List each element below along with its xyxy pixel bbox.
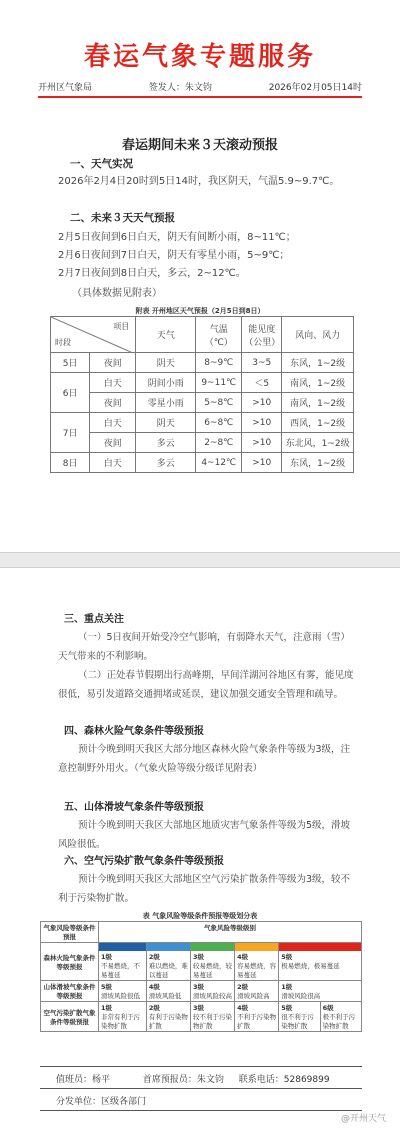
level-name: 3级 [192,1004,205,1012]
forecast-table-caption: 附表 开州地区天气预报（2月5日到8日） [135,307,265,315]
level-name: 3级 [192,953,205,961]
row-temp: 6~8℃ [196,413,242,433]
section-5-heading: 五、山体滑坡气象条件等级预报 [64,802,204,813]
level-color-bar [235,943,278,951]
section-5-text: 预计今晚到明天我区大部地区地质灾害气象条件等级为5级，滑坡风险很低。 [58,820,351,850]
row-weather: 阴间小雨 [136,373,196,393]
level-desc: 不易燃烧，不易蔓延 [101,962,140,979]
fire-level-2 [146,943,190,981]
section-3-heading: 三、重点关注 [64,614,124,625]
row-temp: 2~8℃ [196,433,242,453]
page-separator [0,552,400,568]
air-level-4 [235,1002,279,1032]
watermark: @开州天气 [340,1114,386,1124]
fire-level-1 [99,943,147,981]
slide-level-5 [99,981,147,1002]
level-name: 1级 [281,983,293,991]
level-name: 2级 [148,953,160,961]
header-item: 项目 [113,322,130,331]
level-desc: 有利于污染物扩散 [148,1013,188,1030]
row-weather: 零星小雨 [136,393,196,413]
slide-level-4 [146,981,190,1002]
level-desc: 滑坡风险低 [148,992,182,1000]
level-desc: 极易燃烧，极易蔓延 [281,962,340,970]
row-visibility: >10 [242,393,282,413]
row-period: 白天 [90,373,136,393]
fire-row [41,943,362,981]
row-visibility: >10 [242,433,282,453]
level-name: 5级 [101,983,113,991]
air-level-2 [146,1002,190,1032]
level-desc: 较易燃烧，较易蔓延 [192,962,232,979]
row-weather: 多云 [136,453,196,473]
row-day: 7日 [51,413,90,453]
row-visibility: >10 [242,413,282,433]
air-level-3 [190,1002,234,1032]
level-color-bar [191,943,234,951]
level-name: 1级 [101,953,113,961]
levels-header-row [41,922,362,943]
level-desc: 容易燃烧，容易蔓延 [237,962,277,979]
level-desc: 滑坡风险较高 [192,992,232,1000]
air-level-5 [279,1002,320,1032]
fire-row-label: 森林火险气象条件等级预报 [41,943,99,981]
row-temp: 4~12℃ [196,453,242,473]
row-wind: 东北风，1~2级 [282,433,354,453]
table-row [51,413,354,433]
row-period: 白天 [90,453,136,473]
slide-level-2 [235,981,279,1002]
level-name: 6级 [322,1004,334,1012]
header-meta [38,80,362,93]
footer-distribution: 分发单位：区级各部门 [56,1097,147,1107]
level-name: 5级 [281,1004,293,1012]
section-2-line-3: 2月7日夜间到8日白天，多云，2~12℃。 [58,268,246,279]
section-2-heading: 二、未来３天天气预报 [70,212,175,224]
table-row [51,453,354,473]
row-period: 夜间 [90,393,136,413]
issue-time: 2026年02月05日14时 [268,83,362,93]
table-row [51,393,354,413]
row-temp: 8~9℃ [196,353,242,373]
air-level-1 [99,1002,147,1032]
levels-header-right: 气象风险等级级别 [99,922,362,943]
header-time: 时段 [55,338,71,347]
slide-row [41,981,362,1002]
level-desc: 极不利于污染物扩散 [322,1013,356,1030]
header-visibility: 能见度（公里） [242,317,282,353]
level-name: 1级 [101,1004,113,1012]
row-day: 8日 [51,453,90,473]
level-name: 4级 [148,983,160,991]
signer: 签发人：朱文钧 [148,83,212,93]
forecast-header-corner [51,317,136,353]
row-visibility: >10 [242,453,282,473]
row-visibility: ＜5 [242,373,282,393]
slide-level-1 [279,981,362,1002]
forecast-table [50,316,354,473]
footer-editor: 值班员：杨平 [56,1075,111,1085]
row-weather: 多云 [136,433,196,453]
level-color-bar [147,943,190,951]
air-level-6 [320,1002,361,1032]
bulletin-title: 春运气象专题服务 [83,42,316,72]
row-period: 夜间 [90,353,136,373]
page-one [0,0,400,552]
table-row [51,433,354,453]
section-4-text: 预计今晚到明天我区大部分地区森林火险气象条件等级为3级，注意控制野外用火。（气象火险等级分级详见附表） [58,744,351,774]
section-4-heading: 四、森林火险气象条件等级预报 [64,726,204,737]
section-6-heading: 六、空气污染扩散气象条件等级预报 [64,856,224,867]
row-wind: 南风，1~2级 [282,373,354,393]
row-wind: 西风，1~2级 [282,413,354,433]
footer-divider-top [40,1066,362,1067]
level-name: 2级 [237,983,249,991]
header-temp: 气温（℃） [196,317,242,353]
header-wind: 风向、风力 [282,317,354,353]
document-title: 春运期间未来３天滚动预报 [121,138,278,153]
air-row [41,1002,362,1032]
row-day: 5日 [51,353,90,373]
fire-level-5 [279,943,362,981]
section-2-line-2: 2月6日夜间到7日白天，阴天有零星小雨，5~9℃； [58,250,290,261]
level-name: 5级 [281,953,293,961]
level-desc: 难以燃烧，难以蔓延 [148,962,188,979]
row-wind: 东风，1~2级 [282,453,354,473]
fire-level-4 [235,943,279,981]
levels-table-caption: 表 气象风险等级条件预报等级划分表 [142,912,258,920]
level-color-bar [99,943,146,951]
section-2-line-1: 2月5日夜间到6日白天，阴天有间断小雨，8~11℃； [58,232,296,243]
level-desc: 较不利于污染物扩散 [192,1013,232,1030]
row-temp: 9~11℃ [196,373,242,393]
row-temp: 5~8℃ [196,393,242,413]
level-desc: 滑坡风险很低 [101,992,140,1000]
section-6-text: 预计今晚到明天我区大部地区空气污染扩散条件等级为3级，较不利于污染物扩散。 [58,874,351,904]
footer-divider-bottom [40,1110,362,1111]
footer-reviewer: 首席预报员：朱文钧 [142,1075,224,1085]
footer-phone: 联系电话：52869899 [238,1075,330,1085]
section-2-note: （具体数据见附表） [72,288,162,299]
level-name: 2级 [148,1004,160,1012]
level-desc: 不利于污染物扩散 [237,1013,277,1030]
levels-header-left: 气象风险等级条件预报 [41,922,99,943]
level-name: 3级 [192,983,205,991]
levels-table [40,921,362,1032]
air-row-label: 空气污染扩散气象条件等级预报 [41,1002,99,1032]
row-weather: 阴天 [136,353,196,373]
row-wind: 东风，1~2级 [282,353,354,373]
footer-staff [56,1072,330,1085]
table-row [51,373,354,393]
slide-level-3 [190,981,234,1002]
section-1-text: 2026年2月4日20时到5日14时，我区阴天，气温5.9~9.7℃。 [58,176,340,187]
header-weather: 天气 [136,317,196,353]
level-desc: 滑坡风险很高 [281,992,321,1000]
row-weather: 阴天 [136,413,196,433]
level-name: 4级 [237,953,249,961]
fire-level-3 [190,943,234,981]
level-desc: 滑坡风险高 [237,992,270,1000]
section-3-point-1: （一）5日夜间开始受冷空气影响，有弱降水天气，注意雨（雪）天气带来的不利影响。 [58,632,351,662]
row-visibility: 3~5 [242,353,282,373]
issuing-org: 开州区气象局 [38,83,93,93]
row-day: 6日 [51,373,90,413]
level-name: 4级 [237,1004,249,1012]
header-divider [38,96,362,98]
level-color-bar [279,943,361,951]
row-period: 白天 [90,413,136,433]
section-3-point-2: （二）正处春节假期出行高峰期，早间洋湖河谷地区有雾，能见度很低，易引发道路交通拥堵或延误，建议加强交通安全管理和疏导。 [58,670,354,700]
slide-row-label: 山体滑坡气象条件等级预报 [41,981,99,1002]
level-desc: 非常有利于污染物扩散 [101,1013,140,1030]
table-row [51,353,354,373]
footer-divider-middle [40,1088,362,1089]
row-wind: 南风，1~2级 [282,393,354,413]
section-1-heading: 一、天气实况 [70,158,133,170]
level-desc: 很不利于污染物扩散 [281,1013,314,1030]
row-period: 夜间 [90,433,136,453]
